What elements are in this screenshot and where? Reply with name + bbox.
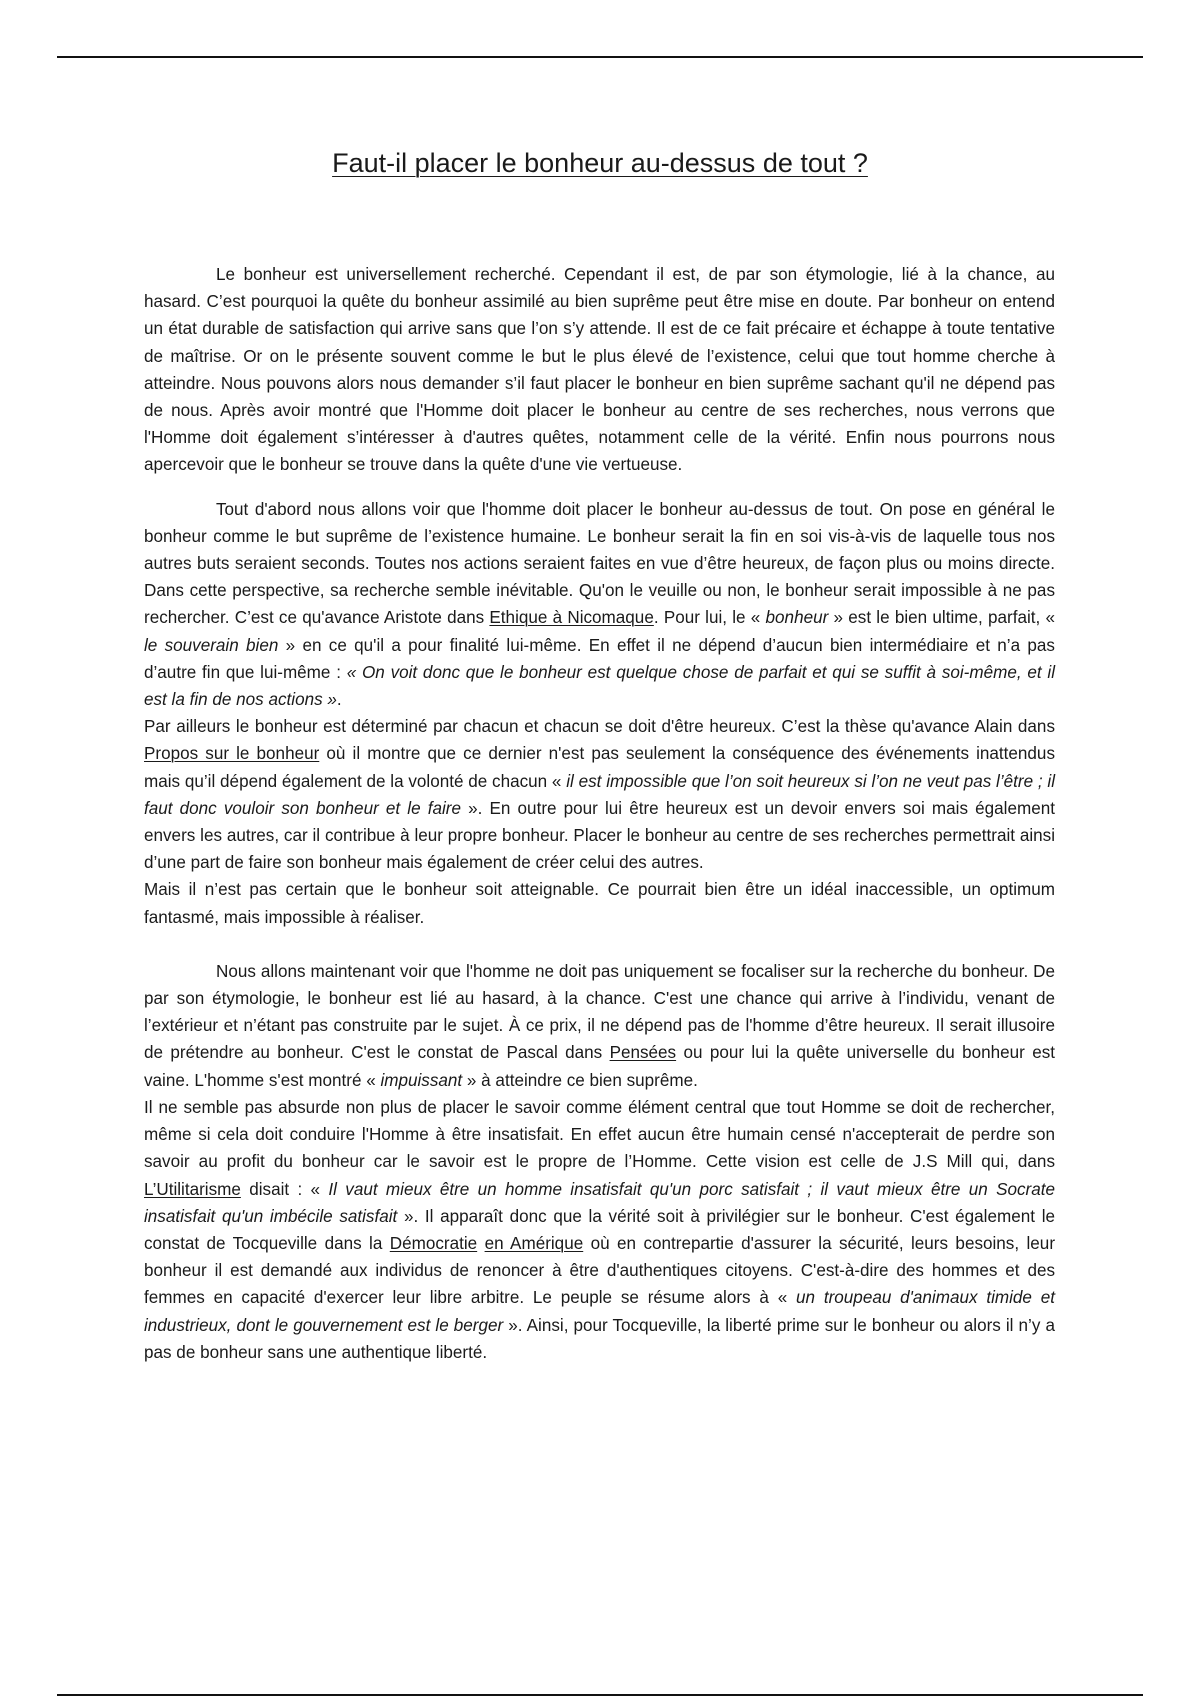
paragraph-part1-aristote [144, 496, 1055, 714]
quote-mill: Il vaut mieux être un homme insatisfait qu'un porc satisfait ; il vaut mieux être un Socrate insatisfait qu'un imbécile satisfait [144, 1179, 1055, 1226]
quote-souverain-bien: le souverain bien [144, 635, 279, 655]
book-title-pensees: Pensées [609, 1043, 677, 1063]
text-run: où en contrepartie d'assurer la sécurité, leurs besoins, leur bonheur il est demandé aux individus de renoncer à être d'authentiques citoyens. C'est-à-dire des hommes et des femmes en capacité d'exercer leur libre arbitre. Le peuple se résume alors à « [144, 1233, 1056, 1308]
text-run: ». Ainsi, pour Tocqueville, la liberté prime sur le bonheur ou alors il n’y a pas de bonheur sans une authentique liberté. [144, 1315, 1055, 1362]
text-run: ou pour lui la quête universelle du bonheur est vaine. L'homme s'est montré « [144, 1043, 1055, 1090]
text-run: ». Il apparaît donc que la vérité soit à privilégier sur le bonheur. C'est également le constat de Tocqueville dans la [144, 1206, 1055, 1253]
quote-impuissant: impuissant [380, 1070, 463, 1090]
text-run: disait : « [240, 1179, 329, 1199]
page-title: Faut-il placer le bonheur au-dessus de tout ? [332, 148, 868, 178]
text-run: . [336, 690, 342, 710]
text-run: Nous allons maintenant voir que l'homme ne doit pas uniquement se focaliser sur la recherche du bonheur. De par son étymologie, le bonheur est lié au hasard, à la chance. C'est une chance qui arrive à l’individu, venant de l’extérieur et n’étant pas construite par le sujet. À ce prix, il ne dépend pas de l'homme d’être heureux. Il serait illusoire de prétendre au bonheur. C'est le constat de Pascal dans [144, 961, 1055, 1063]
text-run [477, 1234, 484, 1253]
text-run: . Pour lui, le « [653, 608, 766, 628]
quote-bonheur: bonheur [765, 608, 829, 628]
quote-aristote: « On voit donc que le bonheur est quelque chose de parfait et qui se suffit à soi-même, et il est la fin de nos actions » [144, 662, 1055, 710]
text-run: Par ailleurs le bonheur est déterminé par chacun et chacun se doit d'être heureux. C’est la thèse qu'avance Alain dans [144, 717, 1055, 737]
text-run: ». En outre pour lui être heureux est un devoir envers soi mais également envers les autres, car il contribue à leur propre bonheur. Placer le bonheur au centre de ses recherches permettrait ainsi d’une part de faire son bonheur mais également de créer celui des autres. [144, 798, 1055, 873]
book-title-propos: Propos sur le bonheur [144, 744, 320, 764]
book-title-ethique: Ethique à Nicomaque [489, 608, 654, 628]
text-run: où il montre que ce dernier n'est pas seulement la conséquence des événements inattendus mais qu’il dépend également de la volonté de chacun « [144, 744, 1055, 791]
book-title-democratie: Démocratie [389, 1233, 478, 1253]
text-run: Tout d'abord nous allons voir que l'homme doit placer le bonheur au-dessus de tout. On pose en général le bonheur comme le but suprême de l’existence humaine. Le bonheur serait la fin en soi vis-à-vis de laquelle tous nos autres buts seraient seconds. Toutes nos actions seraient faites en vue d’être heureux, de façon plus ou moins directe. Dans cette perspective, sa recherche semble inévitable. Qu'on le veuille ou non, le bonheur serait impossible à ne pas rechercher. C’est ce qu'avance Aristote dans [144, 499, 1055, 628]
paragraph-part1-transition: Mais il n’est pas certain que le bonheur soit atteignable. Ce pourrait bien être un idéal inaccessible, un optimum fantasmé, mais impossible à réaliser. [144, 880, 1055, 927]
text-run: » en ce qu'il a pour finalité lui-même. En effet il ne dépend d’aucun bien intermédiaire et n’a pas d’autre fin que lui-même : [144, 635, 1055, 682]
bottom-rule [57, 1694, 1143, 1696]
quote-tocqueville: un troupeau d'animaux timide et industrieux, dont le gouvernement est le berger [144, 1288, 1055, 1335]
book-title-utilitarisme: L’Utilitarisme [144, 1179, 241, 1199]
book-title-amerique: en Amérique [484, 1233, 584, 1253]
document-body [144, 261, 1055, 1366]
quote-alain: il est impossible que l’on soit heureux si l’on ne veut pas l’être ; il faut donc vouloir son bonheur et le faire [144, 771, 1056, 818]
text-run: » est le bien ultime, parfait, « [828, 608, 1055, 628]
paragraph-part1-alain [144, 713, 1055, 876]
paragraph-introduction: Le bonheur est universellement recherché. Cependant il est, de par son étymologie, lié à la chance, au hasard. C’est pourquoi la quête du bonheur assimilé au bien suprême peut être mise en doute. Par bonheur on entend un état durable de satisfaction qui arrive sans que l’on s’y attende. Il est de ce fait précaire et échappe à toute tentative de maîtrise. Or on le présente souvent comme le but le plus élevé de l’existence, celui que tout homme cherche à atteindre. Nous pouvons alors nous demander s’il faut placer le bonheur en bien suprême sachant qu'il ne dépend pas de nous. Après avoir montré que l'Homme doit placer le bonheur au centre de ses recherches, nous verrons que l'Homme doit également s’intéresser à d'autres quêtes, notamment celle de la vérité. Enfin nous pourrons nous apercevoir que le bonheur se trouve dans la quête d'une vie vertueuse. [144, 265, 1055, 475]
text-run: » à atteindre ce bien suprême. [462, 1070, 698, 1090]
top-rule [57, 56, 1143, 58]
paragraph-part2-pascal [144, 958, 1055, 1094]
paragraph-part2-mill-tocqueville [144, 1094, 1055, 1366]
text-run: Il ne semble pas absurde non plus de placer le savoir comme élément central que tout Homme se doit de rechercher, même si cela doit conduire l'Homme à être insatisfait. En effet aucun être humain censé n'accepterait de perdre son savoir au profit du bonheur car le savoir est le propre de l’Homme. Cette vision est celle de J.S Mill qui, dans [144, 1097, 1055, 1172]
